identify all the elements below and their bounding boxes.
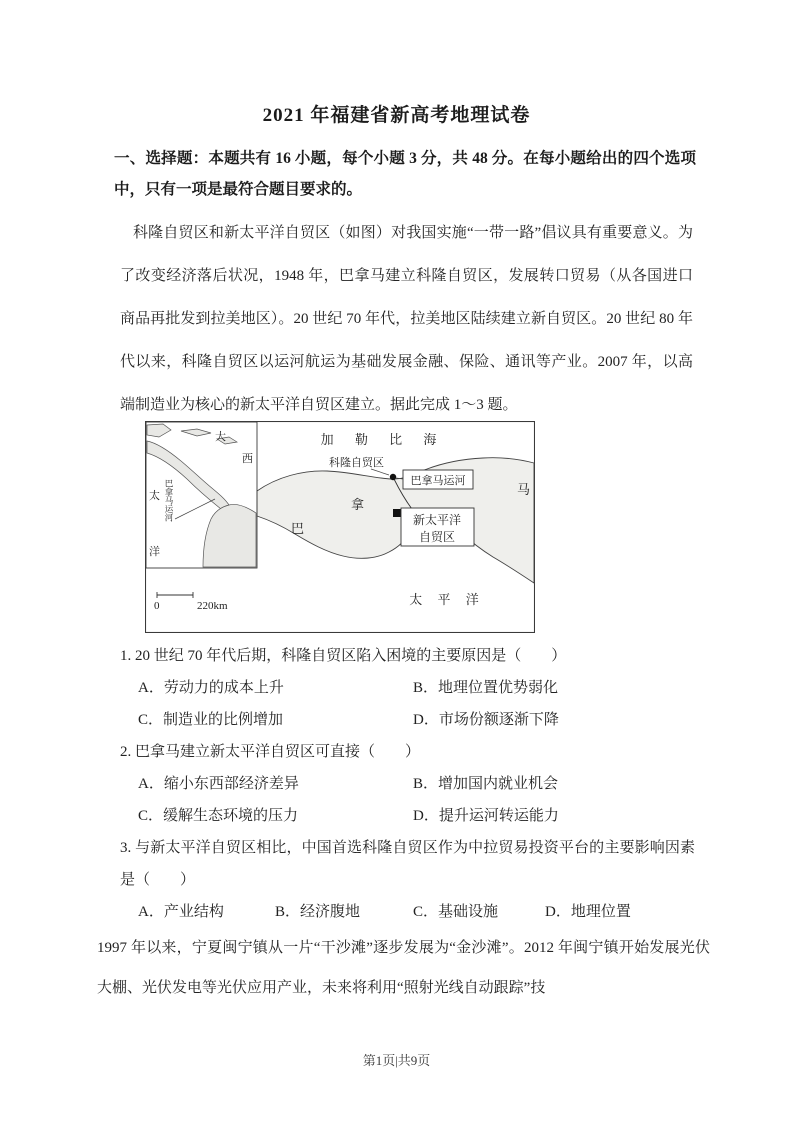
panama-char-ma: 马 [517, 482, 531, 497]
panama-canal-label: 巴拿马运河 [410, 475, 466, 487]
question-1-stem: 1. 20 世纪 70 年代后期，科隆自贸区陷入困境的主要原因是（ ） [120, 648, 567, 664]
colon-zone-marker [390, 474, 396, 480]
section-instructions: 一、选择题：本题共有 16 小题，每个小题 3 分，共 48 分。在每小题给出的四个选项中，只有一项是最符合题目要求的。 [114, 150, 696, 198]
page-footer: 第1页|共9页 [362, 1053, 431, 1068]
panama-char-ba: 巴 [291, 521, 305, 536]
question-1-option-d: D．市场份额逐渐下降 [413, 712, 559, 728]
inset-pacific-char-yang: 洋 [149, 546, 160, 558]
question-3-option-d: D．地理位置 [545, 904, 631, 920]
question-3-option-b: B．经济腹地 [275, 904, 361, 920]
question-1-options-row-1 [120, 672, 695, 704]
panama-char-na: 拿 [351, 497, 365, 512]
inset-pacific-char-tai: 太 [149, 490, 160, 502]
question-3-stem: 3. 与新太平洋自贸区相比，中国首选科隆自贸区作为中拉贸易投资平台的主要影响因素是（ ） [120, 840, 695, 888]
question-2-options-row-1 [120, 768, 695, 800]
caribbean-sea-label: 加 勒 比 海 [320, 432, 446, 447]
question-2-option-b: B．增加国内就业机会 [413, 776, 559, 792]
new-pacific-zone-label-line1: 新太平洋 [412, 513, 462, 527]
question-1-option-b: B．地理位置优势弱化 [413, 680, 559, 696]
question-2-option-a: A．缩小东西部经济差异 [138, 776, 299, 792]
question-3-option-c: C．基础设施 [413, 904, 499, 920]
questions-block [120, 640, 695, 928]
panama-map [145, 421, 535, 633]
passage-2: 1997 年以来，宁夏闽宁镇从一片“干沙滩”逐步发展为“金沙滩”。2012 年闽宁镇开始发展光伏大棚、光伏发电等光伏应用产业，未来将利用“照射光线自动跟踪”技 [97, 940, 710, 996]
question-3-option-a: A．产业结构 [138, 904, 224, 920]
page-title: 2021 年福建省新高考地理试卷 [262, 105, 531, 126]
scale-distance-label: 220km [197, 600, 228, 612]
inset-atlantic-char-da: 大 [215, 431, 226, 443]
new-pacific-zone-marker [393, 509, 401, 517]
new-pacific-zone-label-line2: 自贸区 [418, 530, 456, 544]
question-2-options-row-2 [120, 800, 695, 832]
question-1-option-c: C．制造业的比例增加 [138, 712, 284, 728]
question-1-option-a: A．劳动力的成本上升 [138, 680, 284, 696]
question-2-option-d: D．提升运河转运能力 [413, 808, 559, 824]
map-figure [145, 421, 535, 633]
question-1-options-row-2 [120, 704, 695, 736]
scale-zero-label: 0 [154, 600, 160, 612]
inset-canal-label: 巴拿马运河 [164, 479, 174, 522]
inset-atlantic-char-xi: 西 [242, 453, 253, 465]
passage-1: 科隆自贸区和新太平洋自贸区（如图）对我国实施“一带一路”倡议具有重要意义。为了改变经济落后状况，1948 年，巴拿马建立科隆自贸区，发展转口贸易（从各国进口商品再批发到拉美地区）。20 世纪 70 年代，拉美地区陆续建立新自贸区。20 世纪 80 年代以来，科隆自贸区以运河航运为基础发展金融、保险、通讯等产业。2007 年，以高端制造业为核心的新太平洋自贸区建立。据此完成 1～3 题。 [120, 225, 693, 413]
question-2-option-c: C．缓解生态环境的压力 [138, 808, 299, 824]
question-3-options-row [120, 896, 695, 928]
pacific-ocean-label: 太 平 洋 [409, 592, 485, 607]
colon-zone-label: 科隆自贸区 [329, 457, 384, 469]
question-2-stem: 2. 巴拿马建立新太平洋自贸区可直接（ ） [120, 744, 421, 760]
